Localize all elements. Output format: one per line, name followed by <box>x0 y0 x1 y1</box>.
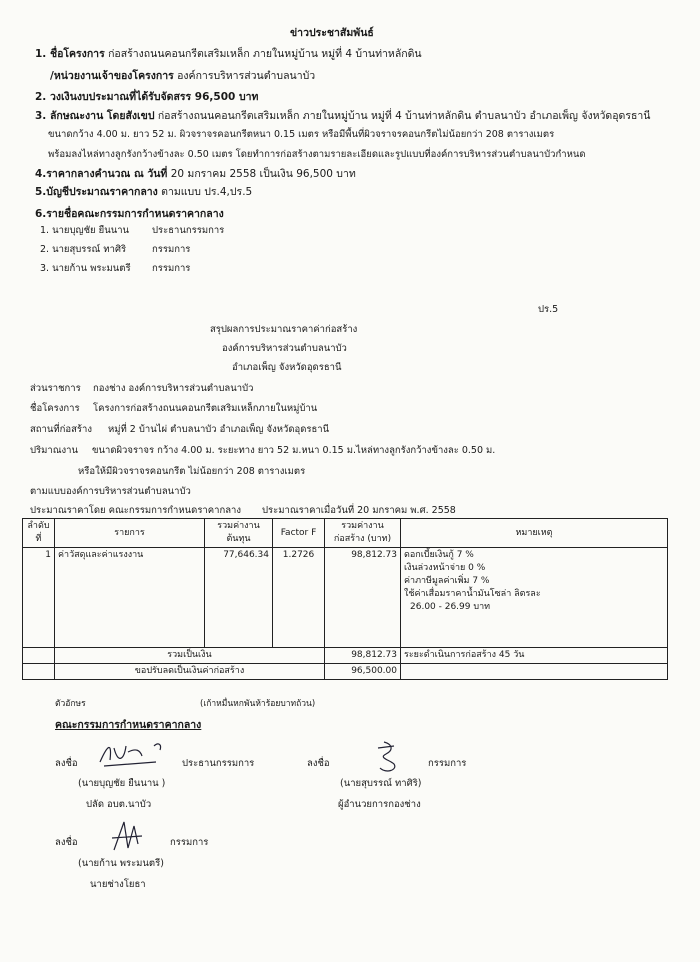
round-label: ขอปรับลดเป็นเงินค่าก่อสร้าง <box>55 664 325 680</box>
dept-value: กองช่าง องค์การบริหารส่วนตำบลนาบัว <box>93 383 254 394</box>
sig2-role: กรรมการ <box>428 758 467 769</box>
item-5 <box>35 183 252 200</box>
sum-label: รวมเป็นเงิน <box>55 648 325 664</box>
item-4 <box>35 165 356 182</box>
item-3-label: 3. ลักษณะงาน โดยสังเขป <box>35 110 155 122</box>
committee-title: คณะกรรมการกำหนดราคากลาง <box>55 719 202 731</box>
sig3-role: กรรมการ <box>170 837 209 848</box>
sig1-prefix: ลงชื่อ <box>55 758 78 769</box>
committee-role-3: กรรมการ <box>152 263 191 274</box>
item-1-label: 1. ชื่อโครงการ <box>35 48 105 60</box>
form-code: ปร.5 <box>538 304 559 315</box>
sig3-name: (นายก้าน พระมนตรี) <box>78 858 164 869</box>
signature-2-mark <box>364 738 408 778</box>
estimate-date: ประมาณราคาเมื่อวันที่ 20 มกราคม พ.ศ. 2558 <box>262 505 456 516</box>
committee-role-1: ประธานกรรมการ <box>152 225 225 236</box>
estimate-table <box>22 518 668 680</box>
committee-name-3: 3. นายก้าน พระมนตรี <box>40 263 131 274</box>
item-3-line3: พร้อมลงไหล่ทางลูกรังกว้างข้างละ 0.50 เมตร โดยทำการก่อสร้างตามรายละเอียดและรูปแบบที่องค์การบริหารส่วนตำบลนาบัวกำหนด <box>48 149 586 160</box>
item-1b-value: องค์การบริหารส่วนตำบลนาบัว <box>177 70 316 82</box>
sig1-role: ประธานกรรมการ <box>182 758 255 769</box>
row-total: 98,812.73 <box>325 548 401 648</box>
sum-value: 98,812.73 <box>325 648 401 664</box>
committee-name-1: 1. นายบุญชัย ยืนนาน <box>40 225 130 236</box>
item-4-label: 4.ราคากลางคำนวณ ณ วันที่ <box>35 168 168 180</box>
project-label: ชื่อโครงการ <box>30 403 80 414</box>
committee-role-2: กรรมการ <box>152 244 191 255</box>
site-label: สถานที่ก่อสร้าง <box>30 424 92 435</box>
col-cost: รวมค่างาน ต้นทุน <box>205 519 273 548</box>
sig2-name: (นายสุบรรณ์ ทาศิริ) <box>340 778 422 789</box>
col-item: รายการ <box>55 519 205 548</box>
letters-label: ตัวอักษร <box>55 699 86 709</box>
sig3-prefix: ลงชื่อ <box>55 837 78 848</box>
letters-value: (เก้าหมื่นหกพันห้าร้อยบาทถ้วน) <box>200 699 316 709</box>
round-row <box>23 664 668 680</box>
item-6: 6.รายชื่อคณะกรรมการกำหนดราคากลาง <box>35 208 224 220</box>
summary-heading-1: สรุปผลการประมาณราคาค่าก่อสร้าง <box>210 324 358 335</box>
pattern-note: ตามแบบองค์การบริหารส่วนตำบลนาบัว <box>30 486 191 497</box>
item-1 <box>35 45 422 62</box>
col-notes: หมายเหตุ <box>401 519 668 548</box>
note-2: เงินล่วงหน้าจ่าย 0 % <box>404 563 486 573</box>
committee-name-2: 2. นายสุบรรณ์ ทาศิริ <box>40 244 127 255</box>
table-header-row <box>23 519 668 548</box>
site-value: หมู่ที่ 2 บ้านไผ่ ตำบลนาบัว อำเภอเพ็ญ จังหวัดอุดรธานี <box>108 424 330 435</box>
item-4-value: 20 มกราคม 2558 เป็นเงิน 96,500 บาท <box>170 168 356 180</box>
project-value: โครงการก่อสร้างถนนคอนกรีตเสริมเหล็กภายในหมู่บ้าน <box>93 403 318 414</box>
item-2: 2. วงเงินงบประมาณที่ได้รับจัดสรร 96,500 บาท <box>35 91 259 103</box>
signature-3-mark <box>108 818 148 856</box>
quantity-value-2: หรือให้มีผิวจราจรคอนกรีต ไม่น้อยกว่า 208 ตารางเมตร <box>78 466 306 477</box>
sig2-prefix: ลงชื่อ <box>307 758 330 769</box>
quantity-label: ปริมาณงาน <box>30 445 79 456</box>
row-factor: 1.2726 <box>273 548 325 648</box>
note-5: 26.00 - 26.99 บาท <box>410 602 491 612</box>
row-cost: 77,646.34 <box>205 548 273 648</box>
item-3-line2: ขนาดกว้าง 4.00 ม. ยาว 52 ม. ผิวจราจรคอนกรีตหนา 0.15 เมตร หรือมีพื้นที่ผิวจราจรคอนกรีตไม่น้อยกว่า 208 ตารางเมตร <box>48 129 555 140</box>
table-row <box>23 548 668 648</box>
item-5-value: ตามแบบ ปร.4,ปร.5 <box>161 186 253 198</box>
duration: ระยะดำเนินการก่อสร้าง 45 วัน <box>401 648 668 664</box>
signature-1-mark <box>96 738 176 772</box>
item-1b-label: /หน่วยงานเจ้าของโครงการ <box>50 70 174 82</box>
col-no: ลำดับที่ <box>23 519 55 548</box>
item-1b <box>50 67 315 84</box>
row-notes <box>401 548 668 648</box>
item-3-value: ก่อสร้างถนนคอนกรีตเสริมเหล็ก ภายในหมู่บ้าน หมู่ที่ 4 บ้านท่าหลักดิน ตำบลนาบัว อำเภอเพ็ญ จังหวัดอุดรธานี <box>157 110 651 122</box>
sig2-position: ผู้อำนวยการกองช่าง <box>338 799 421 810</box>
sig1-name: (นายบุญชัย ยืนนาน ) <box>78 778 166 789</box>
quantity-value: ขนาดผิวจราจร กว้าง 4.00 ม. ระยะทาง ยาว 52 ม.หนา 0.15 ม.ไหล่ทางลูกรังกว้างข้างละ 0.50 ม. <box>92 445 496 456</box>
item-5-label: 5.บัญชีประมาณราคากลาง <box>35 186 158 198</box>
row-no: 1 <box>23 548 55 648</box>
row-item: ค่าวัสดุและค่าแรงงาน <box>55 548 205 648</box>
dept-label: ส่วนราชการ <box>30 383 81 394</box>
note-3: ค่าภาษีมูลค่าเพิ่ม 7 % <box>404 576 490 586</box>
item-3 <box>35 107 650 124</box>
page-title: ข่าวประชาสัมพันธ์ <box>290 27 374 39</box>
estimator: ประมาณราคาโดย คณะกรรมการกำหนดราคากลาง <box>30 505 241 516</box>
col-factor: Factor F <box>273 519 325 548</box>
note-4: ใช้ค่าเสื่อมราคาน้ำมันโซล่า ลิตรละ <box>404 589 541 599</box>
sum-row <box>23 648 668 664</box>
round-value: 96,500.00 <box>325 664 401 680</box>
summary-heading-3: อำเภอเพ็ญ จังหวัดอุดรธานี <box>232 362 342 373</box>
sig1-position: ปลัด อบต.นาบัว <box>86 799 152 810</box>
note-1: ดอกเบี้ยเงินกู้ 7 % <box>404 550 474 560</box>
summary-heading-2: องค์การบริหารส่วนตำบลนาบัว <box>222 343 347 354</box>
col-total: รวมค่างานก่อสร้าง (บาท) <box>325 519 401 548</box>
item-1-value: ก่อสร้างถนนคอนกรีตเสริมเหล็ก ภายในหมู่บ้าน หมู่ที่ 4 บ้านท่าหลักดิน <box>108 48 422 60</box>
sig3-position: นายช่างโยธา <box>90 879 146 890</box>
